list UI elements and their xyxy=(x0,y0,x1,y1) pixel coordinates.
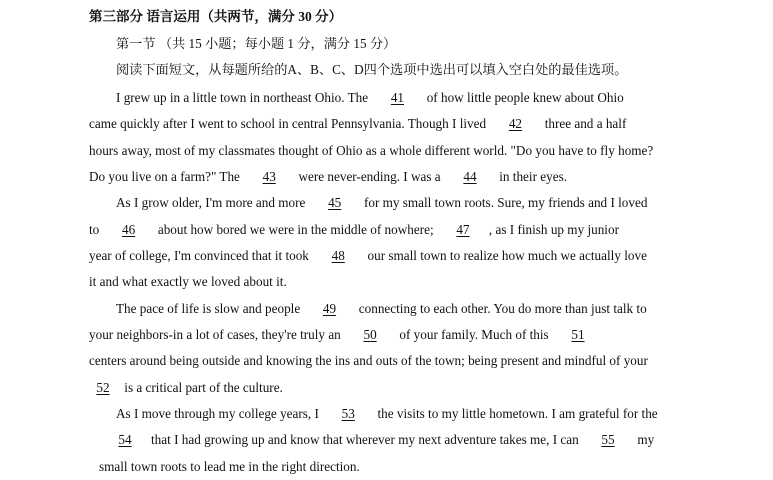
passage-text: I grew up in a little town in northeast Ohio. The xyxy=(116,90,372,105)
passage-text: year of college, I'm convinced that it took xyxy=(89,248,313,263)
section-title: 第三部分 语言运用（共两节，满分 30 分） xyxy=(89,9,343,24)
passage-text: your neighbors-in a lot of cases, they're truly an xyxy=(89,327,345,342)
passage-text: Do you live on a farm?" The xyxy=(89,169,244,184)
answer-blank-49: 49 xyxy=(322,301,337,316)
passage-text: our small town to realize how much we actually love xyxy=(364,248,647,263)
passage-text: As I move through my college years, I xyxy=(116,406,323,421)
passage-text: for my small town roots. Sure, my friends and I loved xyxy=(360,195,648,210)
passage-text: the visits to my little hometown. I am grateful for the xyxy=(374,406,658,421)
answer-blank-43: 43 xyxy=(262,169,276,184)
passage-line xyxy=(89,247,647,265)
answer-blank-51: 51 xyxy=(571,327,585,342)
answer-blank-45: 45 xyxy=(328,195,342,210)
answer-blank-55: 55 xyxy=(601,432,615,447)
answer-blank-54: 54 xyxy=(118,432,132,447)
passage-line xyxy=(116,405,658,423)
passage-line xyxy=(89,221,619,239)
answer-blank-53: 53 xyxy=(341,406,355,421)
passage-line xyxy=(99,458,360,476)
passage-line xyxy=(116,300,647,318)
answer-blank-50: 50 xyxy=(363,327,377,342)
passage-text: in their eyes. xyxy=(495,169,567,184)
passage-line xyxy=(89,326,604,344)
instruction-text: 阅读下面短文，从每题所给的A、B、C、D四个选项中选出可以填入空白处的最佳选项。 xyxy=(116,62,628,77)
passage-line xyxy=(99,431,654,449)
answer-blank-47: 47 xyxy=(456,222,470,237)
answer-blank-48: 48 xyxy=(331,248,345,263)
passage-text: connecting to each other. You do more than just talk to xyxy=(355,301,647,316)
passage-line xyxy=(89,142,653,160)
passage-line xyxy=(89,273,287,291)
passage-text: three and a half xyxy=(541,116,627,131)
passage-text: small town roots to lead me in the right direction. xyxy=(99,459,360,474)
passage-text: about how bored we were in the middle of nowhere; xyxy=(154,222,437,237)
answer-blank-42: 42 xyxy=(508,116,522,131)
passage-line xyxy=(89,115,626,133)
passage-text: is a critical part of the culture. xyxy=(121,380,283,395)
passage-text: centers around being outside and knowing the ins and outs of the town; being present and mindful of your xyxy=(89,353,652,368)
passage-text: The pace of life is slow and people xyxy=(116,301,304,316)
passage-text: came quickly after I went to school in central Pennsylvania. Though I lived xyxy=(89,116,490,131)
passage-text: , as I finish up my junior xyxy=(488,222,619,237)
passage-text: hours away, most of my classmates thought of Ohio as a whole different world. "Do you have to fly home? xyxy=(89,143,654,158)
answer-blank-41: 41 xyxy=(390,90,404,105)
passage-text: were never-ending. I was a xyxy=(295,169,444,184)
answer-blank-52-start xyxy=(651,352,667,370)
passage-text: that I had growing up and know that wherever my next adventure takes me, I can xyxy=(151,432,583,447)
part-title: 第一节 （共 15 小题；每小题 1 分，满分 15 分） xyxy=(116,36,397,51)
passage-text: my xyxy=(634,432,655,447)
passage-line xyxy=(116,89,624,107)
passage-text: As I grow older, I'm more and more xyxy=(116,195,309,210)
passage-text: of how little people knew about Ohio xyxy=(423,90,624,105)
passage-line xyxy=(89,168,567,186)
passage-line xyxy=(89,352,667,370)
passage-line xyxy=(116,194,647,212)
answer-blank-44: 44 xyxy=(463,169,477,184)
passage-line xyxy=(89,379,283,397)
passage-text: it and what exactly we loved about it. xyxy=(89,274,287,289)
answer-blank-46: 46 xyxy=(121,222,136,237)
passage-text: to xyxy=(89,222,103,237)
passage-text: of your family. Much of this xyxy=(396,327,552,342)
answer-blank-52: 52 xyxy=(96,380,110,395)
